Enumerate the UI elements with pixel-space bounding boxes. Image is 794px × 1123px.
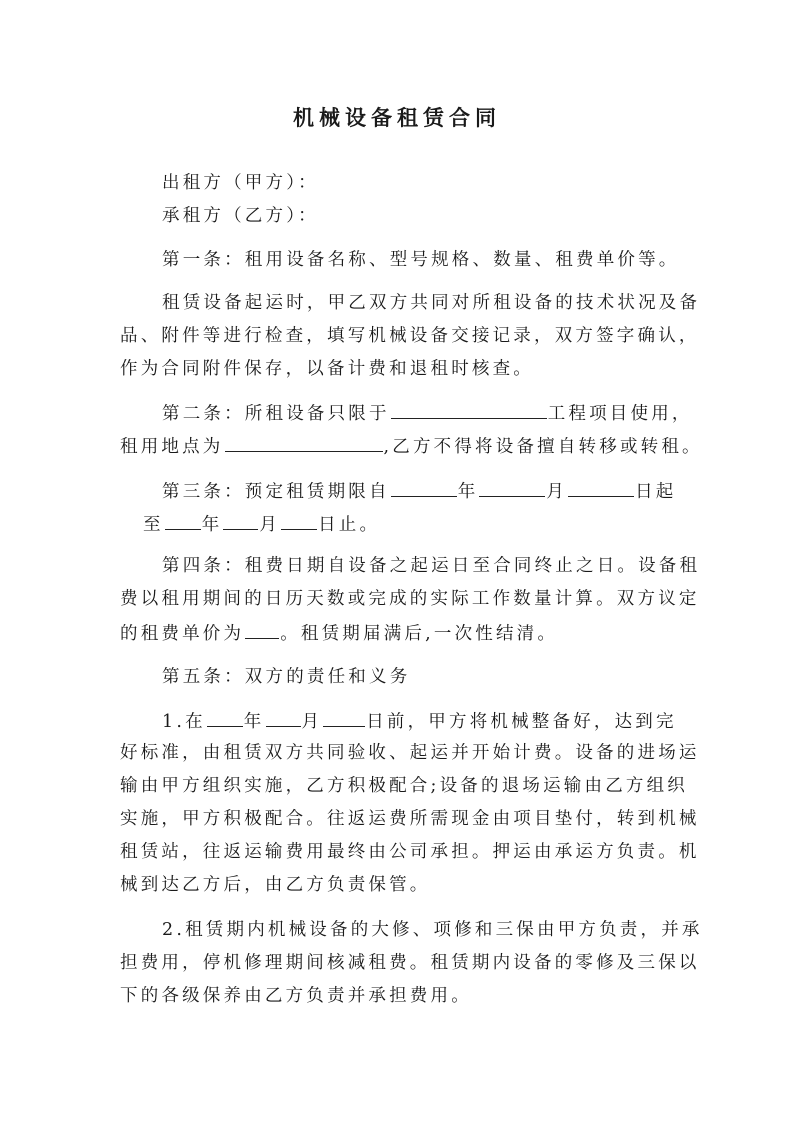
item-1-line-1 (162, 708, 677, 734)
paragraph-line: 输由甲方组织实施，乙方积极配合;设备的退场运输由乙方组织 (120, 776, 688, 796)
lessor-label: 出租方（甲方）： (162, 173, 319, 193)
paragraph-line: 下的各级保养由乙方负责并承担费用。 (120, 986, 472, 1006)
text: ,乙方不得将设备擅自转移或转租。 (383, 437, 703, 457)
paragraph-line: 租赁设备起运时，甲乙双方共同对所租设备的技术状况及备 (162, 293, 701, 313)
text: 。租赁期届满后,一次性结清。 (280, 624, 559, 644)
paragraph-line: 作为合同附件保存，以备计费和退租时核查。 (120, 359, 534, 379)
text: 第三条：预定租赁期限自 (162, 482, 390, 502)
article-3-line-2 (143, 511, 380, 537)
article-3-line-1 (162, 478, 677, 504)
text: 年 (201, 515, 223, 535)
paragraph-line: 好标准，由租赁双方共同验收、起运并开始计费。设备的进场运 (120, 743, 700, 763)
text: 第二条：所租设备只限于 (162, 404, 390, 424)
end-year-blank[interactable] (165, 511, 201, 530)
ready-month-blank[interactable] (266, 708, 301, 727)
project-blank[interactable] (391, 400, 547, 419)
paragraph-line: 第四条：租费日期自设备之起运日至合同终止之日。设备租 (162, 556, 701, 576)
text: 1.在 (162, 712, 206, 732)
text: 月 (301, 712, 323, 732)
end-day-blank[interactable] (281, 511, 317, 530)
text: 日前，甲方将机械整备好，达到完 (366, 712, 677, 732)
document-title: 机械设备租赁合同 (293, 105, 501, 130)
start-month-blank[interactable] (479, 478, 545, 497)
paragraph-line: 2.租赁期内机械设备的大修、项修和三保由甲方负责，并承 (162, 920, 703, 940)
end-month-blank[interactable] (223, 511, 258, 530)
text: 租用地点为 (120, 437, 224, 457)
location-blank[interactable] (225, 433, 383, 452)
ready-year-blank[interactable] (207, 708, 243, 727)
start-day-blank[interactable] (568, 478, 634, 497)
article-5-heading: 第五条：双方的责任和义务 (162, 667, 411, 687)
unit-price-blank[interactable] (245, 620, 279, 639)
paragraph-line: 租赁站，往返运输费用最终由公司承担。押运由承运方负责。机 (120, 842, 700, 862)
text: 至 (143, 515, 164, 535)
paragraph-line: 实施，甲方积极配合。往返运费所需现金由项目垫付，转到机械 (120, 809, 700, 829)
article-2-line-1 (162, 400, 693, 426)
text: 日起 (635, 482, 677, 502)
text: 年 (243, 712, 265, 732)
text: 年 (457, 482, 479, 502)
article-2-line-2 (120, 433, 703, 459)
paragraph-line: 担费用，停机修理期间核减租费。租赁期内设备的零修及三保以 (120, 953, 700, 973)
start-year-blank[interactable] (391, 478, 457, 497)
text: 的租费单价为 (120, 624, 245, 644)
article-1-heading: 第一条：租用设备名称、型号规格、数量、租费单价等。 (162, 250, 680, 270)
ready-day-blank[interactable] (323, 708, 365, 727)
text: 日止。 (318, 515, 381, 535)
text: 月 (546, 482, 568, 502)
article-4-line-3 (120, 620, 558, 646)
paragraph-line: 费以租用期间的日历天数或完成的实际工作数量计算。双方议定 (120, 589, 700, 609)
lessee-label: 承租方（乙方）： (162, 206, 319, 226)
paragraph-line: 械到达乙方后，由乙方负责保管。 (120, 875, 431, 895)
text: 月 (259, 515, 281, 535)
text: 工程项目使用， (547, 404, 693, 424)
paragraph-line: 品、附件等进行检查，填写机械设备交接记录，双方签字确认， (120, 326, 700, 346)
